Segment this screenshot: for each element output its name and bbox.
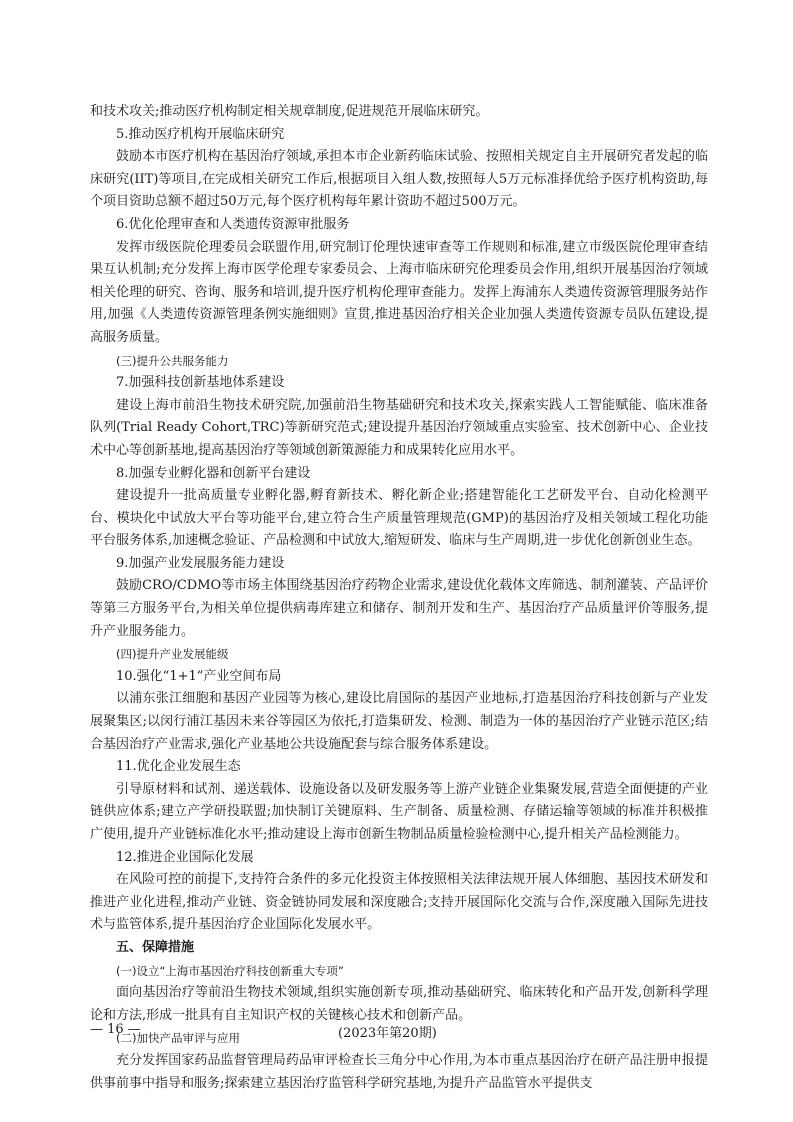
section-heading: 6.优化伦理审查和人类遗传资源审批服务 [116, 216, 350, 232]
section-heading: 12.推进企业国际化发展 [116, 849, 254, 865]
section-heading: (三)提升公共服务能力 [116, 353, 229, 368]
document-body [90, 101, 708, 1095]
body-paragraph: 以浦东张江细胞和基因产业园等为核心,建设比肩国际的基因产业地标,打造基因治疗科技创新与产业发展聚集区;以闵行浦江基因未来谷等园区为依托,打造集研发、检测、制造为一体的基因治疗产业链示范区;结合基因治疗产业需求,强化产业基地公共设施配套与综合服务体系建设。 [90, 691, 708, 752]
section-heading: (二)加快产品审评与应用 [116, 1031, 240, 1046]
section-heading: 10.强化“1+1”产业空间布局 [116, 668, 282, 684]
section-heading: 7.加强科技创新基地体系建设 [116, 375, 285, 391]
issue-label: (2023年第20期) [338, 1026, 437, 1041]
section-heading: 5.推动医疗机构开展临床研究 [116, 126, 285, 142]
body-paragraph: 引导原材料和试剂、递送载体、设施设备以及研发服务等上游产业链企业集聚发展,营造全面便捷的产业链供应体系;建立产学研投联盟;加快制订关键原料、生产制备、质量检测、存储运输等领域的标准并积极推广使用,提升产业链标准化水平;推动建设上海市创新生物制品质量检验检测中心,提升相关产品检测能力。 [90, 781, 708, 842]
body-paragraph: 和技术攻关;推动医疗机构制定相关规章制度,促进规范开展临床研究。 [90, 104, 489, 119]
section-heading: 8.加强专业孵化器和创新平台建设 [116, 465, 311, 481]
page-footer [90, 1022, 708, 1044]
section-heading: 9.加强产业发展服务能力建设 [116, 555, 285, 571]
section-heading: (一)设立“上海市基因治疗科技创新重大专项” [116, 963, 344, 978]
section-heading: 11.优化企业发展生态 [116, 759, 241, 775]
page-number: — 16 — [90, 1022, 141, 1037]
body-paragraph: 鼓励CRO/CDMO等市场主体围绕基因治疗药物企业需求,建设优化载体文库筛选、制剂灌装、产品评价等第三方服务平台,为相关单位提供病毒库建立和储存、制剂开发和生产、基因治疗产品质量评价等服务,提升产业服务能力。 [90, 578, 708, 639]
body-paragraph: 面向基因治疗等前沿生物技术领域,组织实施创新专项,推动基础研究、临床转化和产品开发,创新科学理论和方法,形成一批具有自主知识产权的关键核心技术和创新产品。 [90, 985, 708, 1023]
section-heading: 五、保障措施 [116, 939, 195, 955]
body-paragraph: 在风险可控的前提下,支持符合条件的多元化投资主体按照相关法律法规开展人体细胞、基因技术研发和推进产业化进程,推动产业链、资金链协同发展和深度融合;支持开展国际化交流与合作,深度融入国际先进技术与监管体系,提升基因治疗企业国际化发展水平。 [90, 872, 708, 933]
body-paragraph: 发挥市级医院伦理委员会联盟作用,研究制订伦理快速审查等工作规则和标准,建立市级医院伦理审查结果互认机制;充分发挥上海市医学伦理专家委员会、上海市临床研究伦理委员会作用,组织开展基因治疗领域相关伦理的研究、咨询、服务和培训,提升医疗机构伦理审查能力。发挥上海浦东人类遗传资源管理服务站作用,加强《人类遗传资源管理条例实施细则》宣贯,推进基因治疗相关企业加强人类遗传资源专员队伍建设,提高服务质量。 [90, 239, 708, 345]
body-paragraph: 建设上海市前沿生物技术研究院,加强前沿生物基础研究和技术攻关,探索实践人工智能赋能、临床准备队列(Trial Ready Cohort,TRC)等新研究范式;建设提升基因治疗领域重点实验室、技术创新中心、企业技术中心等创新基地,提高基因治疗等领域创新策源能力和成果转化应用水平。 [90, 397, 708, 458]
body-paragraph: 充分发挥国家药品监督管理局药品审评检查长三角分中心作用,为本市重点基因治疗在研产品注册申报提供事前事中指导和服务;探索建立基因治疗监管科学研究基地,为提升产品监管水平提供支 [90, 1052, 708, 1091]
body-paragraph: 鼓励本市医疗机构在基因治疗领域,承担本市企业新药临床试验、按照相关规定自主开展研究者发起的临床研究(IIT)等项目,在完成相关研究工作后,根据项目入组人数,按照每人5万元标准择优给予医疗机构资助,每个项目资助总额不超过50万元,每个医疗机构每年累计资助不超过500万元。 [90, 149, 708, 210]
body-paragraph: 建设提升一批高质量专业孵化器,孵育新技术、孵化新企业;搭建智能化工艺研发平台、自动化检测平台、模块化中试放大平台等功能平台,建立符合生产质量管理规范(GMP)的基因治疗及相关领域工程化功能平台服务体系,加速概念验证、产品检测和中试放大,缩短研发、临床与生产周期,进一步优化创新创业生态。 [90, 488, 708, 549]
section-heading: (四)提升产业发展能级 [116, 647, 229, 662]
